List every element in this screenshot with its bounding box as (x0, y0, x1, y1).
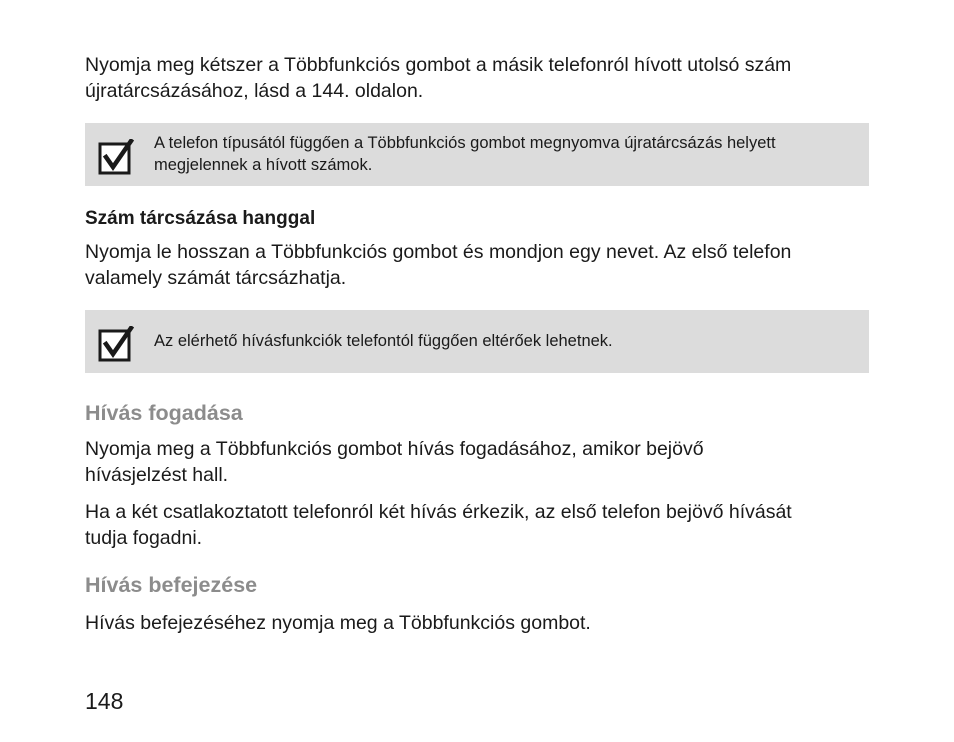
voice-dial-heading: Szám tárcsázása hanggal (85, 208, 316, 229)
note-text: Az elérhető hívásfunkciók telefontól függően eltérőek lehetnek. (154, 332, 613, 350)
checkbox-check-icon (98, 326, 134, 362)
voice-dial-line: Nyomja le hosszan a Többfunkciós gombot és mondjon egy nevet. Az első telefon (85, 241, 792, 263)
checkbox-check-icon (98, 139, 134, 175)
voice-dial-line: valamely számát tárcsázhatja. (85, 267, 347, 289)
section-title-answer: Hívás fogadása (85, 401, 243, 425)
end-call-paragraph: Hívás befejezéséhez nyomja meg a Többfunkciós gombot. (85, 612, 591, 634)
answer-paragraph (85, 436, 875, 488)
intro-line: Nyomja meg kétszer a Többfunkciós gombot a másik telefonról hívott utolsó szám (85, 54, 792, 76)
answer-paragraph (85, 499, 875, 551)
voice-dial-paragraph (85, 239, 875, 291)
intro-line: újratárcsázásához, lásd a 144. oldalon. (85, 80, 424, 102)
answer-line: Nyomja meg a Többfunkciós gombot hívás fogadásához, amikor bejövő (85, 438, 704, 460)
note-line: megjelennek a hívott számok. (154, 156, 373, 174)
note-box (85, 123, 869, 186)
note-text (154, 132, 859, 176)
note-line: A telefon típusától függően a Többfunkciós gombot megnyomva újratárcsázás helyett (154, 134, 776, 152)
page-number: 148 (85, 688, 124, 714)
answer-line: tudja fogadni. (85, 527, 203, 549)
answer-line: Ha a két csatlakoztatott telefonról két hívás érkezik, az első telefon bejövő hívását (85, 501, 792, 523)
section-title-end-call: Hívás befejezése (85, 573, 258, 597)
note-box (85, 310, 869, 373)
intro-paragraph (85, 52, 875, 104)
answer-line: hívásjelzést hall. (85, 464, 229, 486)
